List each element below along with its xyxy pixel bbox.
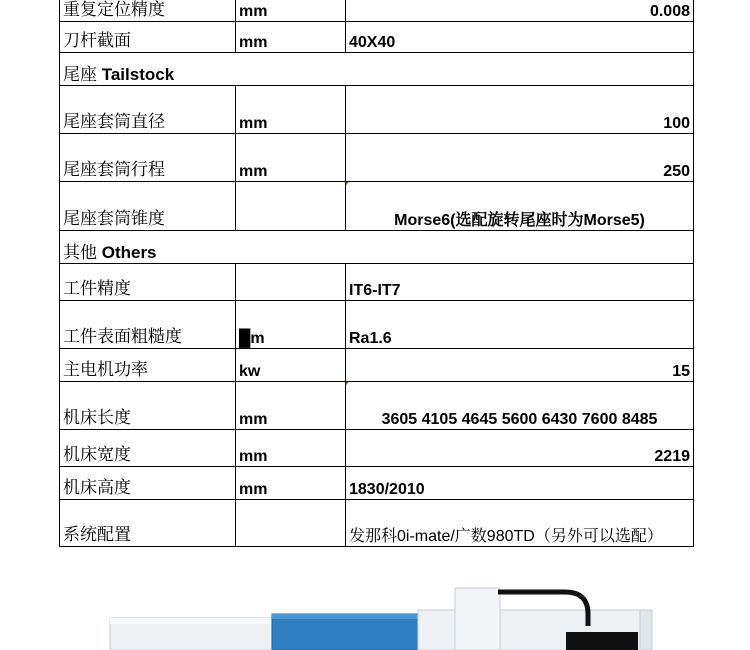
- section-header: [60, 53, 694, 86]
- spec-value-text: 15: [672, 363, 690, 380]
- spec-value: [346, 22, 694, 53]
- cell-comment-marker: [346, 182, 351, 187]
- spec-value-text: 40X40: [349, 34, 396, 51]
- spec-value: [346, 467, 694, 500]
- spec-unit: mm: [236, 22, 346, 53]
- spec-value-text: 发那科0i-mate/广数980TD（另外可以选配）: [349, 528, 663, 545]
- spec-unit: mm: [236, 382, 346, 430]
- spec-value-text: Morse6(选配旋转尾座时为Morse5): [394, 212, 645, 229]
- spec-unit: kw: [236, 349, 346, 382]
- spec-unit: mm: [236, 134, 346, 182]
- spec-value-text: 3605 4105 4645 5600 6430 7600 8485: [381, 411, 658, 428]
- spec-value-text: 0.008: [649, 3, 690, 20]
- spec-value-text: 100: [663, 115, 690, 132]
- spec-table-body: [60, 0, 694, 547]
- section-title-en: Tailstock: [97, 65, 175, 84]
- spec-name: 工件表面粗糙度: [60, 301, 236, 349]
- spec-unit: [236, 500, 346, 547]
- spec-value-text: 1830/2010: [349, 481, 425, 498]
- spec-row: [60, 467, 694, 500]
- section-title-cn: 其他: [63, 243, 97, 262]
- spec-name: 尾座套筒直径: [60, 86, 236, 134]
- spec-name: 刀杆截面: [60, 22, 236, 53]
- spec-value: [346, 349, 694, 382]
- spec-row: [60, 430, 694, 467]
- spec-value: [346, 382, 694, 430]
- spec-row: [60, 349, 694, 382]
- machine-side-panel: [640, 610, 652, 650]
- spec-row: [60, 301, 694, 349]
- spec-value: [346, 86, 694, 134]
- machine-blue-panel: [272, 614, 418, 650]
- spec-value: [346, 500, 694, 547]
- spec-name: 尾座套筒锥度: [60, 182, 236, 231]
- lathe-machine-image: [0, 580, 750, 650]
- section-title-en: Others: [97, 243, 157, 262]
- spec-row: [60, 182, 694, 231]
- spec-value: [346, 182, 694, 231]
- spec-name: 机床宽度: [60, 430, 236, 467]
- spec-row: [60, 86, 694, 134]
- spec-unit: mm: [236, 0, 346, 22]
- spec-row: [60, 22, 694, 53]
- spec-row: [60, 0, 694, 22]
- spec-name: 系统配置: [60, 500, 236, 547]
- spec-value-text: 250: [663, 163, 690, 180]
- spec-value: [346, 301, 694, 349]
- spec-row: [60, 382, 694, 430]
- spec-name: 机床高度: [60, 467, 236, 500]
- machine-blue-highlight: [272, 614, 418, 619]
- section-row: [60, 231, 694, 264]
- spec-value: [346, 264, 694, 301]
- spec-name: 尾座套筒行程: [60, 134, 236, 182]
- spec-unit: mm: [236, 467, 346, 500]
- spec-name: 机床长度: [60, 382, 236, 430]
- spec-value: [346, 0, 694, 22]
- spec-unit: mm: [236, 86, 346, 134]
- spec-unit: █m: [236, 301, 346, 349]
- spec-unit: [236, 182, 346, 231]
- spec-name: 工件精度: [60, 264, 236, 301]
- machine-body-top-strip: [110, 618, 280, 624]
- spec-row: [60, 134, 694, 182]
- machine-upper-box: [455, 588, 500, 650]
- section-row: [60, 53, 694, 86]
- spec-row: [60, 264, 694, 301]
- spec-value: [346, 134, 694, 182]
- spec-unit: [236, 264, 346, 301]
- spec-value: [346, 430, 694, 467]
- spec-table: [59, 0, 694, 547]
- spec-value-text: 2219: [654, 448, 690, 465]
- spec-name: 主电机功率: [60, 349, 236, 382]
- cell-comment-marker: [346, 382, 351, 387]
- spec-value-text: Ra1.6: [349, 330, 392, 347]
- spec-row: [60, 500, 694, 547]
- spec-name: 重复定位精度: [60, 0, 236, 22]
- spec-unit: mm: [236, 430, 346, 467]
- section-title-cn: 尾座: [63, 65, 97, 84]
- machine-dark-window: [566, 632, 638, 650]
- spec-value-text: IT6-IT7: [349, 282, 401, 299]
- section-header: [60, 231, 694, 264]
